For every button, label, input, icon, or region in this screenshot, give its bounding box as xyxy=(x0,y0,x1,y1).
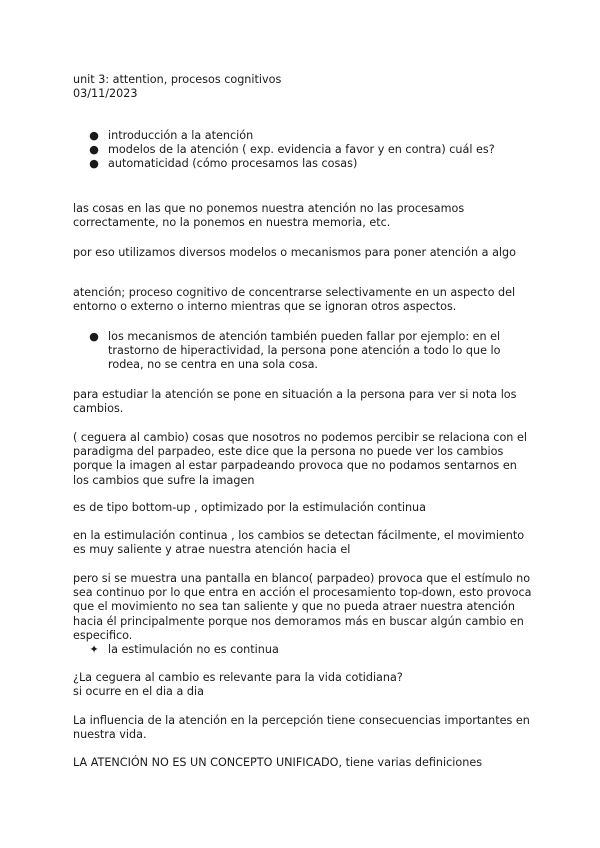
paragraph: LA ATENCIÓN NO ES UN CONCEPTO UNIFICADO, tiene varias definiciones xyxy=(73,756,483,769)
bullet-icon: ● xyxy=(89,330,99,343)
list-item: ● modelos de la atención ( exp. evidencia a favor y en contra) cuál es? xyxy=(73,143,533,157)
document-header xyxy=(73,73,533,101)
topic-list xyxy=(73,129,533,172)
paragraph: las cosas en las que no ponemos nuestra atención no las procesamos correctamente, no la ponemos en nuestra memoria, etc. xyxy=(73,202,465,230)
document-date: 03/11/2023 xyxy=(73,87,138,101)
paragraph: ( ceguera al cambio) cosas que nosotros no podemos percibir se relaciona con el paradigma del parpadeo, este dice que la persona no puede ver los cambios porque la imagen al estar parpadeando provoca que no podamos sentarnos en los cambios que sufre la imagen xyxy=(73,431,527,487)
note-list xyxy=(73,643,533,657)
bullet-icon: ● xyxy=(89,157,99,171)
list-item: ✦ la estimulación no es continua xyxy=(73,643,533,657)
star-bullet-icon: ✦ xyxy=(89,643,99,656)
list-item: ● los mecanismos de atención también pueden fallar por ejemplo: en el trastorno de hiperactividad, la persona pone atención a todo lo que lo rodea, no se centra en una sola cosa. xyxy=(73,330,533,373)
question-block xyxy=(73,671,533,699)
paragraph: atención; proceso cognitivo de concentrarse selectivamente en un aspecto del entorno o externo o interno mientras que se ignoran otros aspectos. xyxy=(73,286,516,314)
document-title: unit 3: attention, procesos cognitivos xyxy=(73,73,282,86)
bullet-icon: ● xyxy=(89,129,99,142)
question: ¿La ceguera al cambio es relevante para la vida cotidiana? xyxy=(73,671,403,684)
list-item: ● introducción a la atención xyxy=(73,129,533,143)
list-item: ● automaticidad (cómo procesamos las cosas) xyxy=(73,157,533,171)
paragraph: por eso utilizamos diversos modelos o mecanismos para poner atención a algo xyxy=(73,246,516,259)
paragraph: para estudiar la atención se pone en situación a la persona para ver si nota los cambios. xyxy=(73,388,517,416)
paragraph: en la estimulación continua , los cambios se detectan fácilmente, el movimiento es muy saliente y atrae nuestra atención hacia el xyxy=(73,529,525,557)
paragraph: pero si se muestra una pantalla en blanco( parpadeo) provoca que el estímulo no sea continuo por lo que entra en acción el procesamiento top-down, esto provoca que el movimiento no sea tan saliente y que no pueda atraer nuestra atención hacia él principalmente porque nos demoramos más en buscar algún cambio en especifico. xyxy=(73,572,532,642)
paragraph: La influencia de la atención en la percepción tiene consecuencias importantes en nuestra vida. xyxy=(73,714,530,742)
paragraph: es de tipo bottom-up , optimizado por la estimulación continua xyxy=(73,501,426,514)
example-list xyxy=(73,330,533,373)
answer: si ocurre en el dia a dia xyxy=(73,685,204,699)
bullet-icon: ● xyxy=(89,143,99,157)
